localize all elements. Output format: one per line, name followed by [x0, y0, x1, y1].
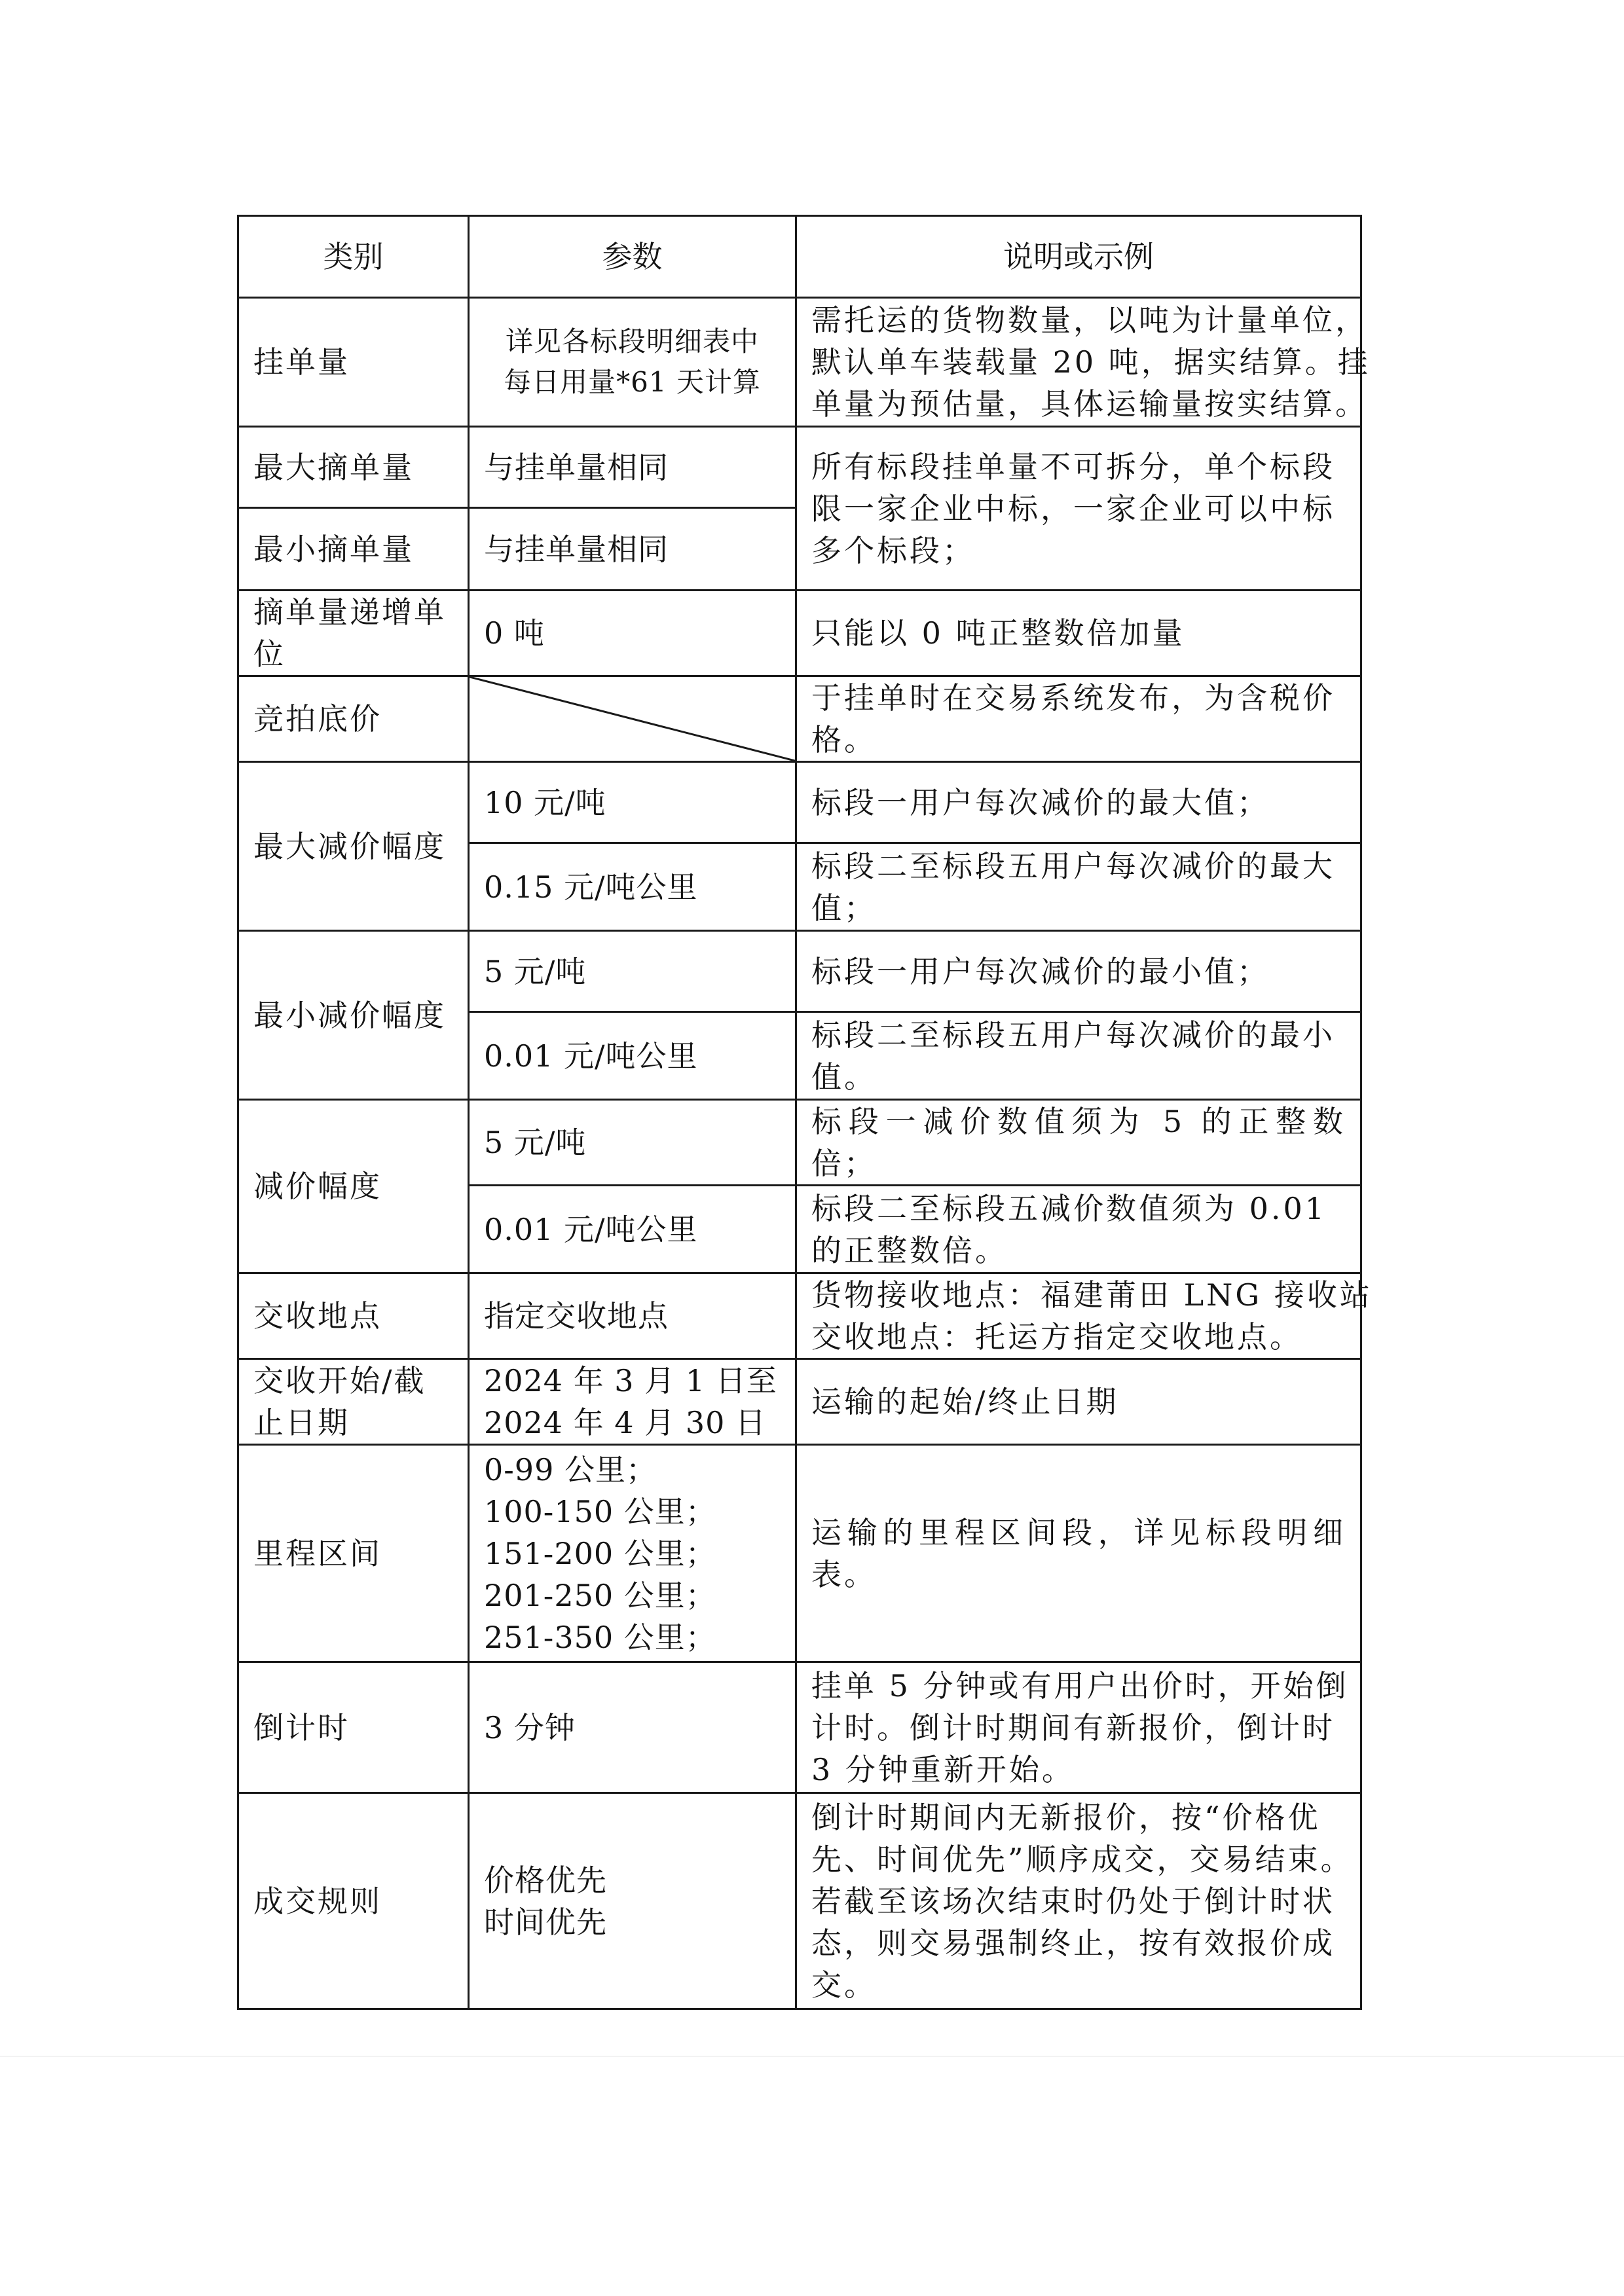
description-line: 标段二至标段五用户每次减价的最大	[811, 848, 1335, 884]
category-line: 交收开始/截	[253, 1363, 426, 1398]
parameter-cell: 与挂单量相同	[469, 427, 796, 508]
description-line: 单量为预估量，具体运输量按实结算。	[811, 386, 1368, 422]
description-line: 交收地点：托运方指定交收地点。	[811, 1319, 1302, 1355]
description-line: 挂单 5 分钟或有用户出价时，开始倒	[811, 1667, 1349, 1704]
description-line: 计时。倒计时期间有新报价，倒计时	[811, 1709, 1335, 1745]
description-cell	[796, 298, 1371, 427]
table-row	[238, 1100, 1361, 1186]
description-line: 多个标段；	[811, 532, 975, 568]
parameter-line: 151-200 公里；	[484, 1535, 716, 1571]
description-cell	[796, 427, 1361, 591]
table-row	[238, 676, 1361, 762]
description-line: 3 分钟重新开始。	[811, 1751, 1075, 1787]
parameter-line: 100-150 公里；	[484, 1493, 716, 1529]
category-cell: 交收地点	[238, 1273, 469, 1359]
description-line: 先、时间优先”顺序成交，交易结束。	[811, 1841, 1354, 1877]
description-line: 标段二至标段五减价数值须为 0.01	[811, 1190, 1327, 1226]
description-line: 值。	[811, 1059, 877, 1095]
category-cell: 最大减价幅度	[238, 762, 469, 931]
parameter-line: 价格优先	[484, 1862, 607, 1898]
description-cell	[796, 1012, 1361, 1100]
category-cell: 竞拍底价	[238, 676, 469, 762]
category-cell: 成交规则	[238, 1793, 469, 2009]
category-line: 位	[253, 636, 286, 672]
parameter-cell: 5 元/吨	[469, 1100, 796, 1186]
parameter-cell: 5 元/吨	[469, 931, 796, 1012]
category-cell	[238, 1359, 469, 1445]
parameter-cell: 与挂单量相同	[469, 508, 796, 591]
category-cell: 最大摘单量	[238, 427, 469, 508]
parameter-cell: 指定交收地点	[469, 1273, 796, 1359]
description-cell: 标段一减价数值须为 5 的正整数倍；	[796, 1100, 1361, 1186]
parameter-cell: 0.01 元/吨公里	[469, 1186, 796, 1273]
category-cell: 挂单量	[238, 298, 469, 427]
table-header-row	[238, 216, 1361, 298]
parameter-cell: 10 元/吨	[469, 762, 796, 843]
description-cell: 标段一用户每次减价的最大值；	[796, 762, 1361, 843]
description-cell	[796, 1662, 1361, 1793]
table-row	[238, 1273, 1361, 1359]
description-line: 交。	[811, 1967, 877, 2003]
table-row	[238, 427, 1361, 508]
parameter-line: 2024 年 4 月 30 日	[484, 1405, 766, 1440]
description-line: 限一家企业中标，一家企业可以中标	[811, 490, 1335, 526]
table-row	[238, 931, 1361, 1012]
parameter-line: 每日用量*61 天计算	[504, 366, 761, 398]
parameter-cell: 3 分钟	[469, 1662, 796, 1793]
category-cell: 最小摘单量	[238, 508, 469, 591]
table-row	[238, 1445, 1361, 1662]
parameter-line: 0-99 公里；	[484, 1451, 657, 1487]
category-cell: 减价幅度	[238, 1100, 469, 1273]
category-cell: 最小减价幅度	[238, 931, 469, 1100]
description-line: 的正整数倍。	[811, 1232, 1008, 1268]
parameter-cell	[469, 1445, 796, 1662]
header-parameter: 参数	[469, 216, 796, 298]
parameter-line: 详见各标段明细表中	[505, 325, 759, 357]
description-line: 倒计时期间内无新报价，按“价格优	[811, 1799, 1321, 1835]
parameter-cell: 0 吨	[469, 591, 796, 676]
description-line: 态，则交易强制终止，按有效报价成	[811, 1925, 1335, 1961]
category-line: 摘单量递增单	[253, 594, 446, 630]
empty-parameter-cell	[469, 676, 796, 762]
description-cell	[796, 1186, 1361, 1273]
bidding-parameters-table	[237, 215, 1373, 2010]
description-cell	[796, 676, 1361, 762]
description-cell: 运输的里程区间段，详见标段明细表。	[796, 1445, 1361, 1662]
description-cell: 运输的起始/终止日期	[796, 1359, 1361, 1445]
description-line: 所有标段挂单量不可拆分，单个标段	[811, 448, 1335, 484]
description-line: 若截至该场次结束时仍处于倒计时状	[811, 1883, 1335, 1919]
category-cell: 里程区间	[238, 1445, 469, 1662]
parameter-cell	[469, 298, 796, 427]
table-row	[238, 298, 1361, 427]
description-line: 值；	[811, 890, 877, 926]
parameter-line: 201-250 公里；	[484, 1577, 716, 1613]
diagonal-slash	[470, 677, 795, 761]
table-row	[238, 1359, 1361, 1445]
description-line: 于挂单时在交易系统发布，为含税价	[811, 680, 1335, 716]
parameter-cell	[469, 1359, 796, 1445]
description-line: 货物接收地点：福建莆田 LNG 接收站	[811, 1277, 1373, 1313]
table-row	[238, 591, 1361, 676]
header-category: 类别	[238, 216, 469, 298]
category-cell	[238, 591, 469, 676]
description-line: 格。	[811, 722, 877, 757]
description-line: 需托运的货物数量，以吨为计量单位，	[811, 302, 1368, 338]
description-line: 默认单车装载量 20 吨，据实结算。挂	[811, 344, 1371, 380]
parameter-line: 2024 年 3 月 1 日至	[484, 1363, 777, 1398]
parameter-line: 时间优先	[484, 1904, 607, 1940]
description-cell: 只能以 0 吨正整数倍加量	[796, 591, 1361, 676]
description-cell	[796, 843, 1361, 931]
description-line: 标段二至标段五用户每次减价的最小	[811, 1017, 1335, 1053]
parameter-cell	[469, 1793, 796, 2009]
scan-artifact	[0, 2056, 1624, 2057]
parameter-cell: 0.15 元/吨公里	[469, 843, 796, 931]
category-line: 止日期	[253, 1405, 350, 1440]
category-cell: 倒计时	[238, 1662, 469, 1793]
description-cell	[796, 1793, 1361, 2009]
header-description: 说明或示例	[796, 216, 1361, 298]
table-row	[238, 1662, 1361, 1793]
description-cell: 标段一用户每次减价的最小值；	[796, 931, 1361, 1012]
parameter-line: 251-350 公里；	[484, 1619, 716, 1655]
parameter-cell: 0.01 元/吨公里	[469, 1012, 796, 1100]
description-cell	[796, 1273, 1373, 1359]
table-row	[238, 1793, 1361, 2009]
table-row	[238, 762, 1361, 843]
